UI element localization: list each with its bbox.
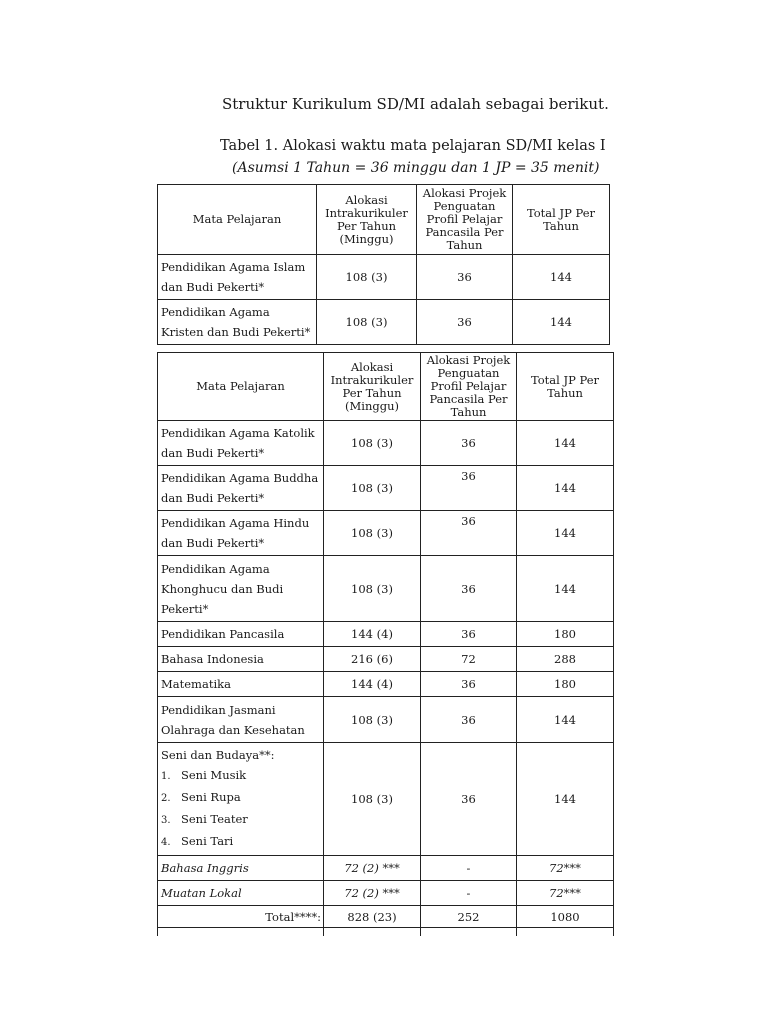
total-cell: 144 [513,300,610,345]
projek-cell: - [421,881,517,906]
header-total: Total JP Per Tahun [517,353,614,421]
intra-cell: 108 (3) [324,511,421,556]
table-row [158,300,610,345]
list-item: 2. Seni Rupa [161,790,241,804]
subject-cell: Pendidikan Agama Hindu dan Budi Pekerti* [158,511,324,556]
subject-cell: Bahasa Inggris [158,856,324,881]
header-projek: Alokasi Projek Penguatan Profil Pelajar Pancasila Per Tahun [417,185,513,255]
table-subcaption: (Asumsi 1 Tahun = 36 minggu dan 1 JP = 35 menit) [232,160,600,176]
header-intra: Alokasi Intrakurikuler Per Tahun (Minggu) [324,353,421,421]
total-cell: 144 [513,255,610,300]
table-header-row [158,185,610,255]
projek-cell: 36 [421,672,517,697]
total-row [158,906,614,928]
table-header-row [158,353,614,421]
table-row [158,511,614,556]
intra-cell: 108 (3) [324,743,421,856]
intra-cell: 108 (3) [324,421,421,466]
table-row [158,466,614,511]
list-item: 3. Seni Teater [161,812,248,826]
projek-cell: 36 [417,300,513,345]
seni-title: Seni dan Budaya**: [161,748,275,762]
table-row [158,556,614,622]
projek-cell: 36 [421,556,517,622]
subject-cell: Matematika [158,672,324,697]
table-row [158,928,614,936]
table-row [158,622,614,647]
intra-cell: 108 (3) [317,255,417,300]
subject-cell-seni [158,743,324,856]
header-projek: Alokasi Projek Penguatan Profil Pelajar Pancasila Per Tahun [421,353,517,421]
header-subject: Mata Pelajaran [158,353,324,421]
projek-cell: 36 [417,255,513,300]
subject-cell: Pendidikan Jasmani Olahraga dan Kesehatan [158,697,324,743]
total-label: Total****: [158,906,324,928]
total-cell: 144 [517,466,614,511]
table-row [158,856,614,881]
subject-cell: Pendidikan Agama Katolik dan Budi Pekerti* [158,421,324,466]
total-cell: 72*** [517,856,614,881]
projek-cell: - [421,856,517,881]
list-item: 4. Seni Tari [161,834,234,848]
intra-cell: 144 (4) [324,672,421,697]
intra-cell: 72 (2) *** [324,856,421,881]
allocation-table-part-1 [157,184,610,345]
intra-cell: 108 (3) [317,300,417,345]
subject-cell: Pendidikan Pancasila [158,622,324,647]
intra-cell: 828 (23) [324,906,421,928]
allocation-table-part-2 [157,352,614,936]
subject-cell: Bahasa Indonesia [158,647,324,672]
total-cell: 144 [517,556,614,622]
list-item: 1. Seni Musik [161,768,247,782]
intra-cell: 108 (3) [324,556,421,622]
total-cell: 180 [517,672,614,697]
total-cell: 144 [517,743,614,856]
intra-cell: 108 (3) [324,697,421,743]
table-row [158,697,614,743]
header-intra: Alokasi Intrakurikuler Per Tahun (Minggu) [317,185,417,255]
table-row [158,743,614,856]
intra-cell: 72 (2) *** [324,881,421,906]
projek-cell: 36 [421,421,517,466]
total-cell: 144 [517,697,614,743]
projek-cell: 36 [421,466,517,511]
subject-cell: Muatan Lokal [158,881,324,906]
intro-text: Struktur Kurikulum SD/MI adalah sebagai berikut. [222,95,609,113]
total-cell: 180 [517,622,614,647]
header-total: Total JP Per Tahun [513,185,610,255]
projek-cell: 36 [421,511,517,556]
table-row [158,421,614,466]
intra-cell: 216 (6) [324,647,421,672]
projek-cell: 36 [421,697,517,743]
projek-cell: 72 [421,647,517,672]
table-row [158,672,614,697]
total-cell: 72*** [517,881,614,906]
total-cell: 288 [517,647,614,672]
total-cell: 144 [517,421,614,466]
subject-cell: Pendidikan Agama Khonghucu dan Budi Pekerti* [158,556,324,622]
subject-cell: Pendidikan Agama Islam dan Budi Pekerti* [158,255,317,300]
intra-cell: 108 (3) [324,466,421,511]
projek-cell: 36 [421,743,517,856]
subject-cell: Pendidikan Agama Kristen dan Budi Pekerti* [158,300,317,345]
projek-cell: 252 [421,906,517,928]
table-row [158,255,610,300]
total-cell: 144 [517,511,614,556]
seni-list [161,765,320,853]
table-row [158,647,614,672]
header-subject: Mata Pelajaran [158,185,317,255]
table-caption: Tabel 1. Alokasi waktu mata pelajaran SD/MI kelas I [220,138,606,154]
projek-cell: 36 [421,622,517,647]
total-cell: 1080 [517,906,614,928]
intra-cell: 144 (4) [324,622,421,647]
subject-cell: Pendidikan Agama Buddha dan Budi Pekerti* [158,466,324,511]
table-row [158,881,614,906]
